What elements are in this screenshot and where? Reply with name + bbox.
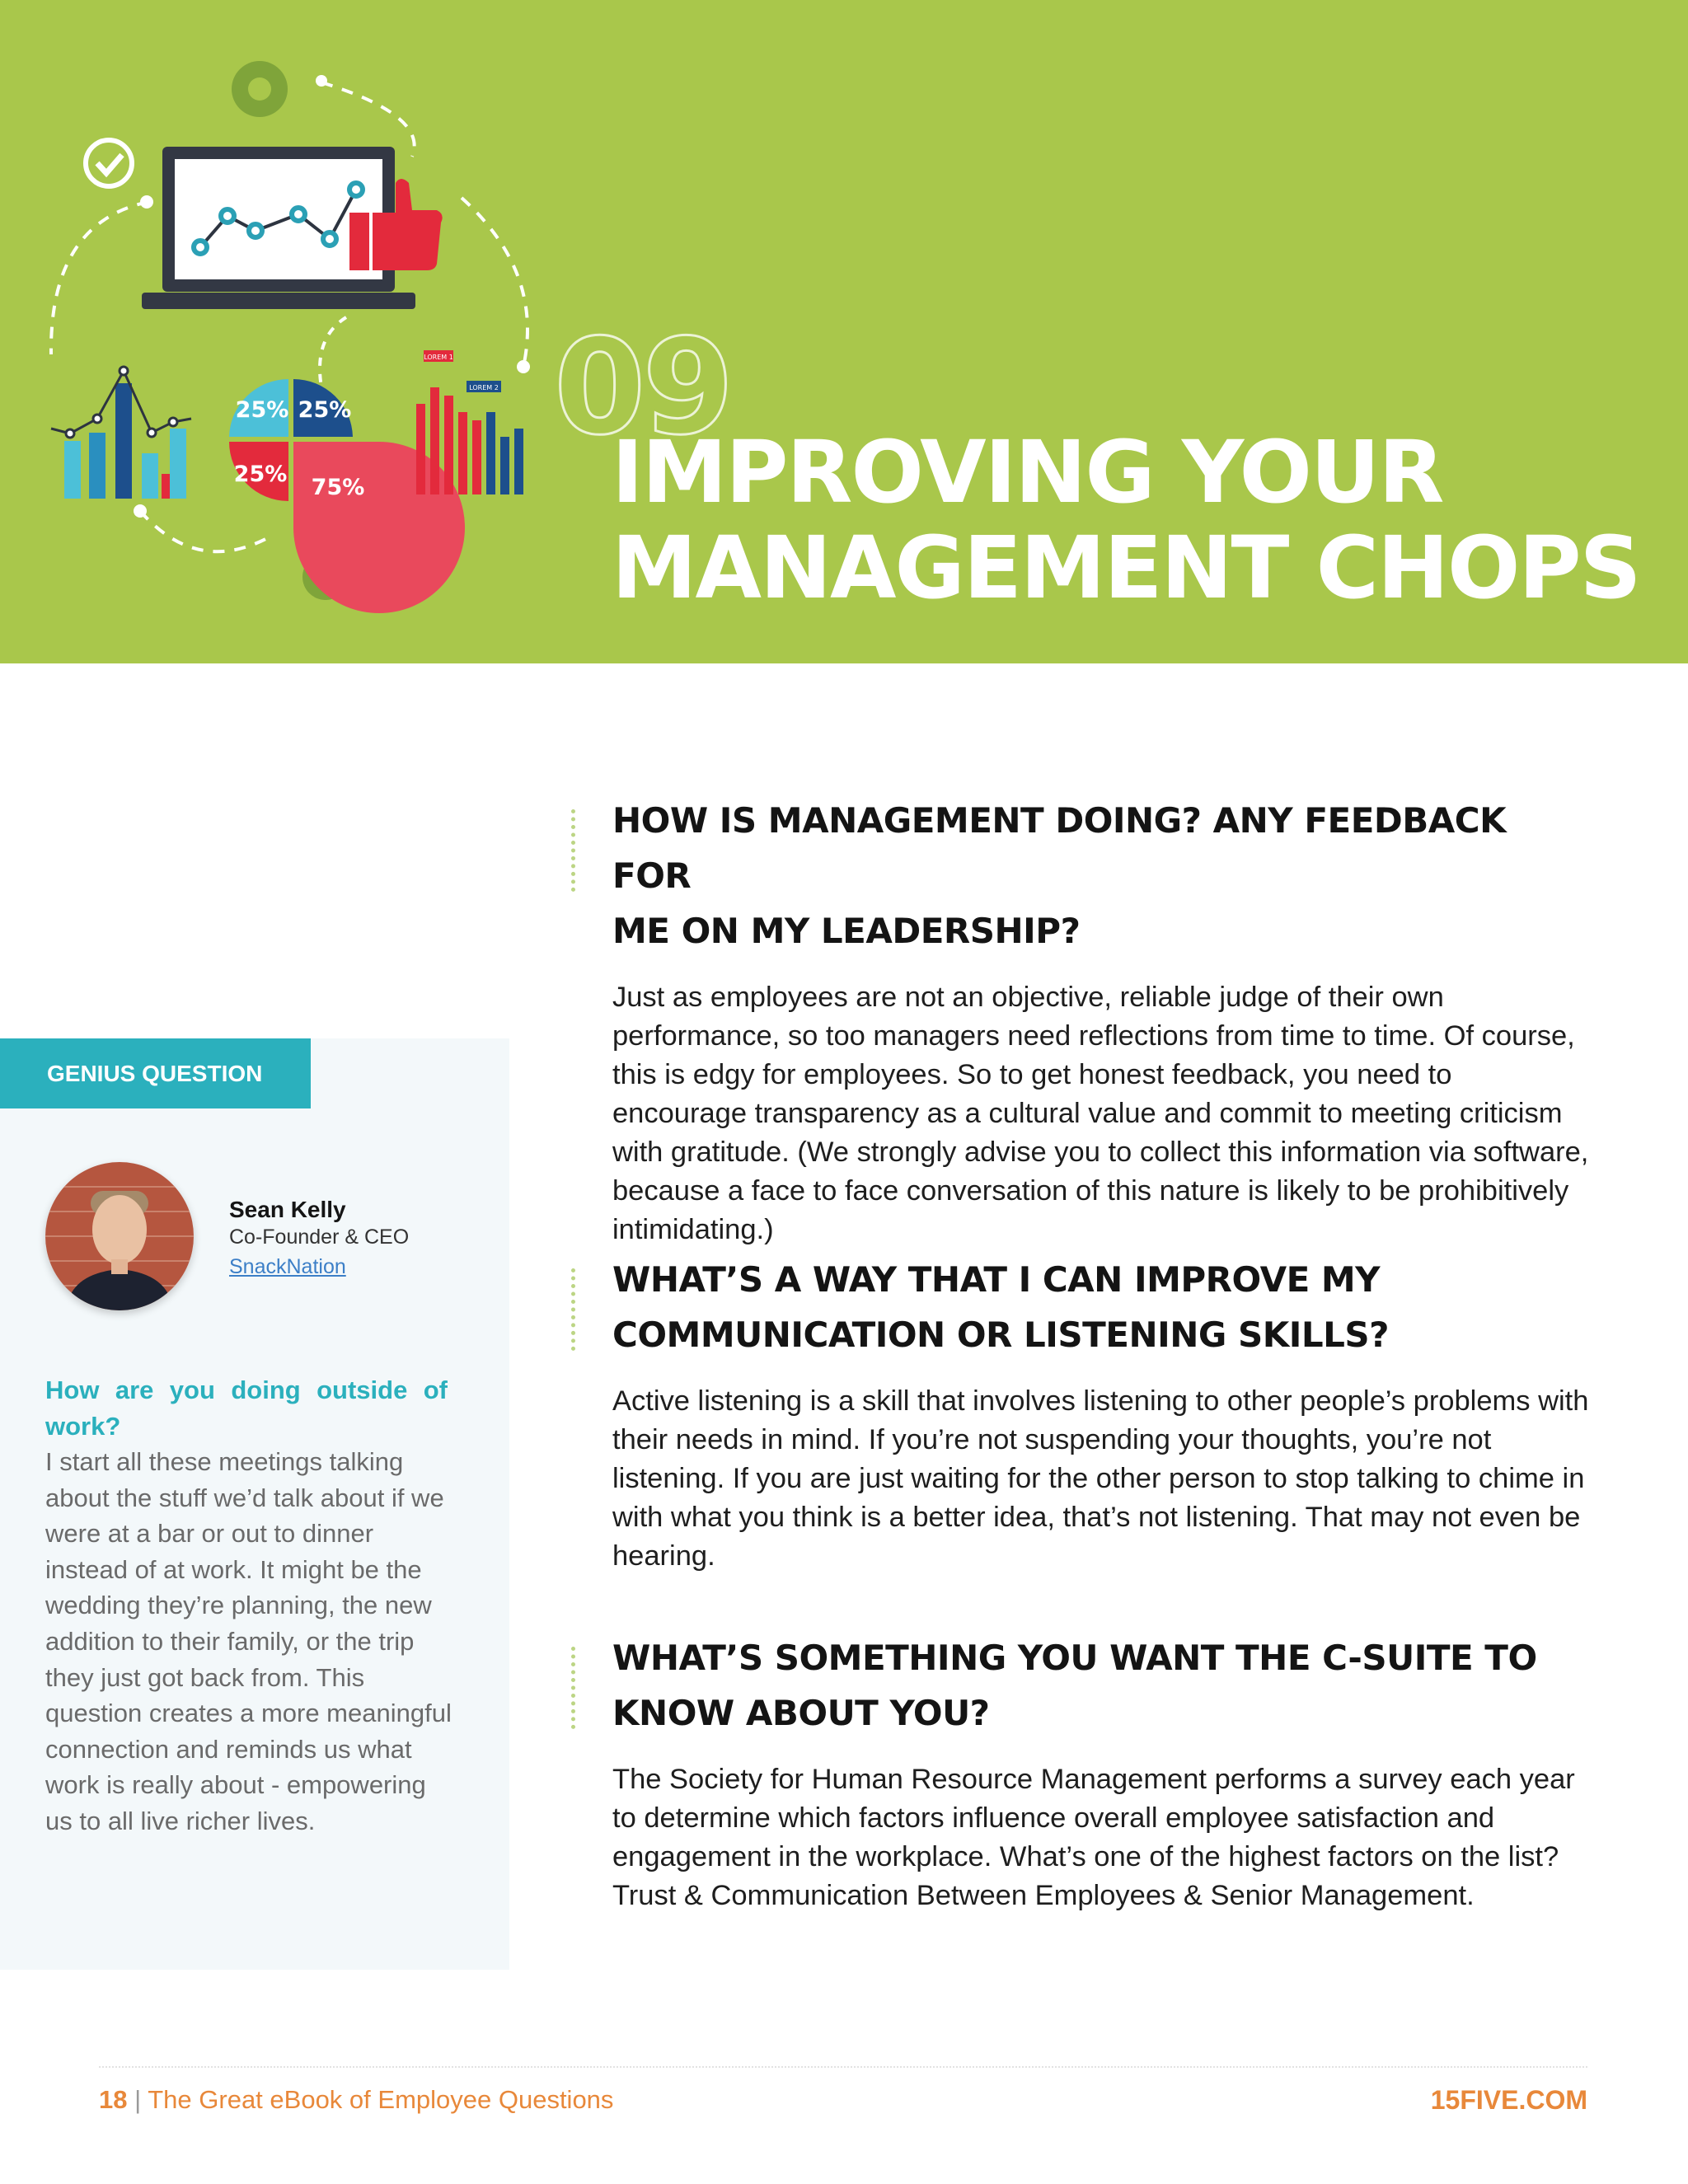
section-accent-bar xyxy=(571,809,579,892)
section-accent-bar xyxy=(571,1268,579,1351)
answer-text: The Society for Human Resource Management performs a survey each year to determine which factors influence overall employee satisfaction and engagement in the workplace. What’s one of the highest factors on the list? Trust & Communication Between Employees & Senior Management. xyxy=(612,1764,1575,1911)
footer-divider xyxy=(99,2066,1587,2068)
chapter-banner xyxy=(0,0,1688,663)
avatar xyxy=(45,1162,194,1310)
chapter-title-line: MANAGEMENT CHOPS xyxy=(612,518,1640,618)
answer-text: Just as employees are not an objective, reliable judge of their own performance, so too managers need reflections from time to time. Of course, this is edgy for employees. So to get honest feedback, you need to encourage transparency as a cultural value and commit to meeting criticism with gratitude. (We strongly advise you to collect this information via software, because a face to face conversation of this nature is likely to be prohibitively intimidating.) xyxy=(612,982,1589,1245)
pie-chart-icon xyxy=(229,379,465,613)
pie-label: 25% xyxy=(235,397,289,423)
person-role: Co-Founder & CEO xyxy=(229,1226,410,1249)
pie-label: 25% xyxy=(233,462,288,487)
footer-separator: | xyxy=(134,2085,142,2114)
question-heading: WHAT’S SOMETHING YOU WANT THE C-SUITE TO KNOW ABOUT YOU? xyxy=(612,1638,1537,1733)
check-icon xyxy=(86,140,132,186)
question-heading: WHAT’S A WAY THAT I CAN IMPROVE MY COMMUNICATION OR LISTENING SKILLS? xyxy=(612,1259,1390,1355)
chart-tag: LOREM 1 xyxy=(424,354,453,361)
person-name: Sean Kelly xyxy=(229,1197,346,1222)
question-section xyxy=(571,1630,1593,1915)
genius-answer-text: I start all these meetings talking about the stuff we’d talk about if we were at a bar or out to dinner instead of at work. It might be the wedding they’re planning, the new addition to their family, or the trip they just got back from. This question creates a more meaningful connection and reminds us what work is really about - empowering us to all live richer lives. xyxy=(45,1447,452,1835)
answer-text: Active listening is a skill that involves listening to other people’s problems with their needs in mind. If you’re not suspending your thoughts, you’re not listening. If you are just waiting for the other person to stop talking to chime in with what you think is a better idea, that’s not listening. That may not even be hearing. xyxy=(612,1385,1589,1572)
section-accent-bar xyxy=(571,1647,579,1729)
chapter-title-line: IMPROVING YOUR xyxy=(612,422,1443,523)
chart-tag: LOREM 2 xyxy=(469,384,499,391)
question-section xyxy=(571,1252,1593,1576)
page-number: 18 xyxy=(99,2085,128,2114)
company-link[interactable]: SnackNation xyxy=(229,1255,346,1278)
genius-question-text: How are you doing outside of work? xyxy=(45,1376,448,1441)
chapter-number: 09 xyxy=(554,310,731,464)
pie-label: 25% xyxy=(298,397,352,423)
pie-label: 75% xyxy=(311,475,365,500)
question-section xyxy=(571,793,1593,1249)
analytics-illustration xyxy=(0,0,577,663)
chapter-title xyxy=(612,424,1667,616)
footer-page-info xyxy=(99,2085,613,2115)
bar-chart-icon xyxy=(51,367,191,499)
question-heading: HOW IS MANAGEMENT DOING? ANY FEEDBACK FOR ME ON MY LEADERSHIP? xyxy=(612,800,1507,951)
site-link[interactable]: 15FIVE.COM xyxy=(1430,2085,1587,2115)
bar-chart-icon xyxy=(416,350,523,494)
genius-question-tag: GENIUS QUESTION xyxy=(0,1038,311,1108)
book-title: The Great eBook of Employee Questions xyxy=(148,2085,614,2114)
